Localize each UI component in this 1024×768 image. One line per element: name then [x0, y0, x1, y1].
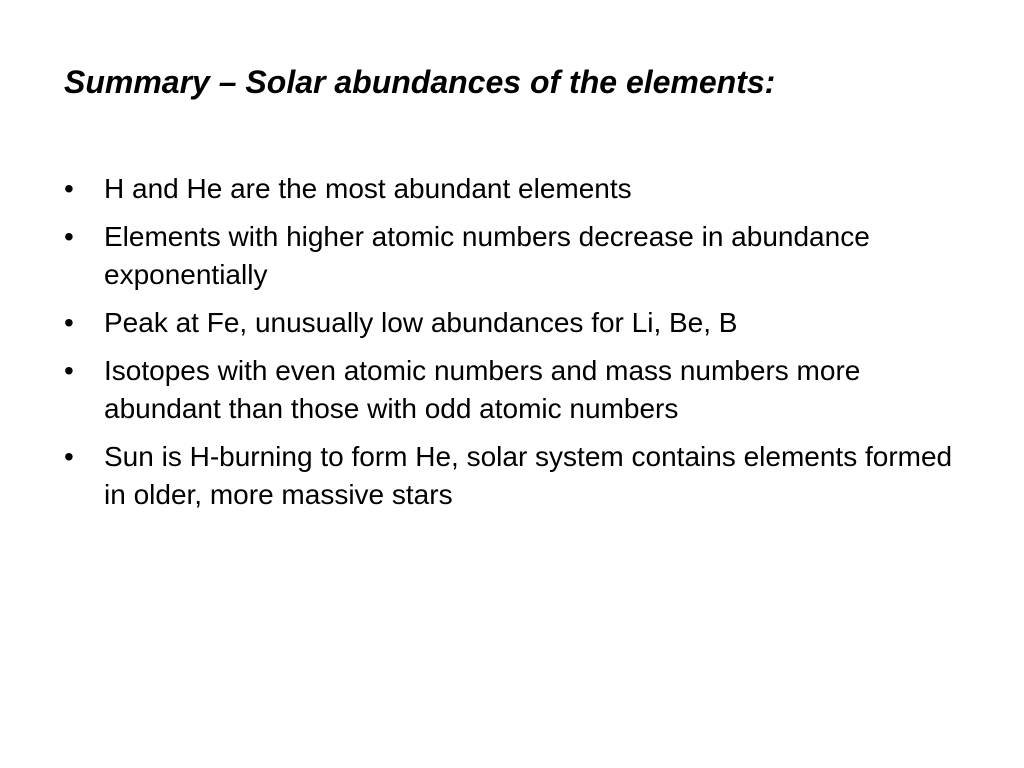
bullet-item	[60, 170, 960, 208]
bullet-item	[60, 438, 960, 514]
bullet-text: Elements with higher atomic numbers decrease in abundance exponentially	[104, 221, 870, 290]
bullet-text: Isotopes with even atomic numbers and mass numbers more abundant than those with odd atomic numbers	[104, 355, 861, 424]
bullet-item	[60, 304, 960, 342]
bullet-marker: •	[64, 355, 74, 386]
bullet-text: H and He are the most abundant elements	[104, 173, 632, 204]
bullet-item	[60, 352, 960, 428]
bullet-text: Sun is H-burning to form He, solar system contains elements formed in older, more massive stars	[104, 441, 953, 510]
bullet-marker: •	[64, 307, 74, 338]
bullet-marker: •	[64, 173, 74, 204]
bullet-item	[60, 218, 960, 294]
bullet-marker: •	[64, 441, 74, 472]
slide-title: Summary – Solar abundances of the elements:	[64, 64, 776, 100]
bullet-marker: •	[64, 221, 74, 252]
bullet-text: Peak at Fe, unusually low abundances for Li, Be, B	[104, 307, 738, 338]
bullet-list	[60, 170, 960, 524]
